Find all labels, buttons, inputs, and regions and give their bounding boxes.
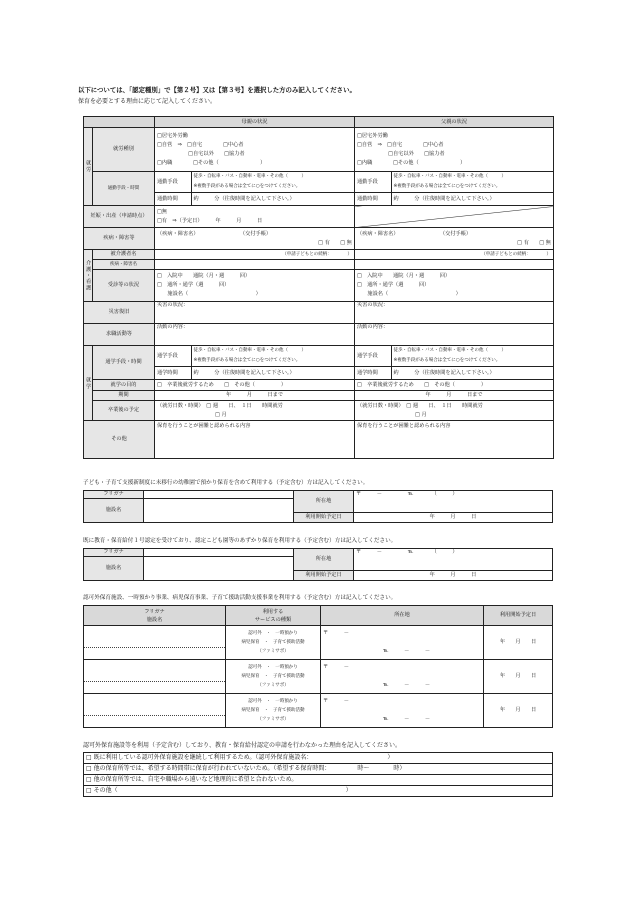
- start-field[interactable]: 年 月 日: [484, 660, 553, 694]
- father-pregnancy-na: [355, 206, 554, 228]
- unlicensed-row: [84, 694, 553, 728]
- father-school-purpose[interactable]: □ 卒業後就労するため □ その他（ ）: [355, 380, 554, 391]
- mother-commute[interactable]: [155, 172, 355, 206]
- school-time-text: 約 分（往復時間を記入して下さい。）: [193, 369, 295, 376]
- unlicensed-section-title: 認可外保育施設、一時預かり事業、病児保育事業、子育て援助活動支援事業を利用する（予定含む）方は記入してください。: [83, 595, 397, 601]
- col-facility: 施設名: [146, 616, 163, 623]
- col-service-1: 利用する: [262, 608, 284, 615]
- care-status-line: □ 通所・通学（週 回）: [357, 282, 430, 288]
- col-address: 所在地: [321, 606, 484, 626]
- address-field[interactable]: [321, 694, 484, 728]
- intro-suffix: を選択した方のみ記入してください。: [247, 86, 356, 94]
- after-text: （就労日数・時間） □ 週 日、 １日 時間就労: [157, 402, 283, 409]
- service-line: （ファミサポ）: [257, 649, 289, 654]
- pregnancy-none: □無: [157, 208, 168, 215]
- period-label: 期間: [93, 391, 155, 401]
- start-field[interactable]: 年 月 日: [354, 571, 553, 581]
- reason-item-continue[interactable]: □ 既に利用している認可外保育施設を継続して利用するため。（認可外保育施設名： ）: [84, 753, 552, 764]
- commute-note: ※複数手段がある場合は全てに○をつけてください。: [191, 182, 354, 193]
- addr-post: 〒 －: [323, 630, 349, 636]
- service-options[interactable]: [226, 626, 321, 660]
- school-purpose-label: 就学の目的: [93, 380, 155, 391]
- start-label: 利用開始予定日: [294, 513, 354, 523]
- after-text-month: □ 月: [215, 411, 227, 418]
- commute-note: ※複数手段がある場合は全てに○をつけてください。: [391, 182, 553, 193]
- father-header: 父親の状況: [355, 117, 554, 128]
- commute-means-text: 徒歩・自転車・バス・自動車・電車・その他（ ）: [393, 174, 506, 180]
- addr-tel: ℡ － －: [383, 716, 431, 722]
- intro-or: 又は: [202, 86, 216, 94]
- father-disaster[interactable]: 災害の状況：: [355, 302, 554, 324]
- col-facility-name: [84, 606, 226, 626]
- address-field[interactable]: 〒 － ℡ （ ）: [354, 549, 553, 571]
- service-options[interactable]: [226, 660, 321, 694]
- facility-name-field[interactable]: [84, 626, 226, 660]
- service-line: 認可外 ・ 一時預かり: [248, 699, 298, 704]
- mother-header: 母親の状況: [155, 117, 355, 128]
- father-school-commute[interactable]: [355, 346, 554, 380]
- address-field[interactable]: [321, 660, 484, 694]
- commute-means-text: 徒歩・自転車・バス・自動車・電車・その他（ ）: [193, 174, 306, 180]
- col-service-2: サービスの種類: [254, 616, 292, 623]
- reason-item-hours[interactable]: □ 他の保育所等では、希望する時間帯に保育が行われていないため。（希望する保育時間： 時～ 時）: [84, 764, 552, 775]
- start-field[interactable]: 年 月 日: [484, 694, 553, 728]
- service-line: 認可外 ・ 一時預かり: [248, 665, 298, 670]
- mother-after[interactable]: [155, 401, 355, 421]
- unlicensed-table: [83, 605, 553, 728]
- care-status-line: 施設名（ ）: [157, 291, 261, 297]
- school-time-text: 約 分（往復時間を記入して下さい。）: [393, 369, 495, 376]
- unlicensed-row: [84, 660, 553, 694]
- work-type-label: 就労種別: [93, 128, 155, 172]
- mother-work-type[interactable]: [155, 128, 355, 172]
- parent-status-table: [83, 116, 554, 459]
- service-line: （ファミサポ）: [257, 717, 289, 722]
- mother-school-purpose[interactable]: □ 卒業後就労するため □ その他（ ）: [155, 380, 355, 391]
- school-means-label: 通学手段: [355, 346, 391, 367]
- blank-header: [84, 117, 155, 128]
- jobseek-label: 求職活動等: [84, 324, 155, 346]
- furigana-field[interactable]: [144, 491, 294, 499]
- mother-other[interactable]: 保育を行うことが困難と認められる内容: [155, 421, 355, 459]
- care-disease-label: 疾病・障害名: [93, 260, 155, 270]
- commute-time-label: 通勤時間: [355, 193, 391, 205]
- work-line: □自宅以外 □協力者: [157, 150, 245, 157]
- school-time-label: 通学時間: [355, 367, 391, 379]
- care-status-line: □ 通所・通学（週 回）: [157, 282, 230, 288]
- after-text-month: □ 月: [415, 411, 427, 418]
- work-line: □自宅以外 □協力者: [357, 150, 445, 157]
- group-care: 介護・看護: [84, 250, 93, 302]
- school-means-text: 徒歩・自転車・バス・自動車・電車・その他（ ）: [193, 348, 306, 354]
- start-field[interactable]: 年 月 日: [484, 626, 553, 660]
- address-label: 所在地: [294, 549, 354, 571]
- pregnancy-yes: □有 ⇒（予定日） 年 月 日: [157, 217, 263, 224]
- after-text: （就労日数・時間） □ 週 日、 １日 時間就労: [357, 402, 483, 409]
- illness-check: □ 有 □ 無: [318, 239, 352, 246]
- father-illness[interactable]: [355, 228, 554, 250]
- furigana-label: フリガナ: [84, 549, 144, 557]
- illness-text: （疾病・障害名） （交付手帳）: [157, 230, 272, 237]
- start-field[interactable]: 年 月 日: [354, 513, 553, 523]
- work-line: □居宅外労働: [357, 132, 388, 139]
- commute-time-text: 約 分（往復時間を記入して下さい。）: [193, 195, 295, 202]
- commute-means-label: 通勤手段: [155, 172, 191, 193]
- mother-care-status[interactable]: [155, 270, 355, 302]
- service-line: 病児保育 ・ 子育て援助活動: [241, 640, 305, 645]
- intro-type-3: 【第３号】: [215, 86, 248, 94]
- unlicensed-row: [84, 626, 553, 660]
- intro-type-2: 【第２号】: [170, 86, 203, 94]
- type1-section-title: 既に教育・保育給付１号認定を受けており、認定こども園等のあずかり保育を利用する（予定含む）方は記入してください。: [83, 538, 397, 544]
- service-line: 病児保育 ・ 子育て援助活動: [241, 674, 305, 679]
- address-field[interactable]: [321, 626, 484, 660]
- commute-time-text: 約 分（往復時間を記入して下さい。）: [393, 195, 495, 202]
- addr-post: 〒 －: [323, 698, 349, 704]
- reason-item-distance[interactable]: □ 他の保育所等では、自宅や職場から遠いなど地理的に希望と合わないため。: [84, 775, 552, 786]
- facility-name-field[interactable]: [84, 694, 226, 728]
- facility-label: 施設名: [84, 557, 144, 581]
- father-care-status[interactable]: [355, 270, 554, 302]
- work-line: □居宅外労働: [157, 132, 188, 139]
- father-other[interactable]: 保育を行うことが困難と認められる内容: [355, 421, 554, 459]
- work-line: □内職 □その他（ ）: [157, 159, 266, 166]
- addr-tel: ℡ － －: [383, 682, 431, 688]
- father-after[interactable]: [355, 401, 554, 421]
- group-work: 就労: [84, 128, 93, 206]
- facility-label: 施設名: [84, 499, 144, 523]
- mother-disaster[interactable]: 災害の状況：: [155, 302, 355, 324]
- group-school: 就学: [84, 346, 93, 421]
- service-line: 認可外 ・ 一時預かり: [248, 631, 298, 636]
- father-care-person[interactable]: （申請子どもとの続柄： ）: [355, 250, 554, 260]
- father-work-type[interactable]: [355, 128, 554, 172]
- address-label: 所在地: [294, 491, 354, 513]
- commute-label: 通勤手段・時間: [93, 172, 155, 206]
- furigana-field[interactable]: [144, 549, 294, 557]
- care-status-line: 施設名（ ）: [357, 291, 461, 297]
- mother-care-disease[interactable]: [155, 260, 355, 270]
- care-status-line: □ 入院中 通院（月・週 回）: [357, 273, 451, 279]
- intro-line-2: 保育を必要とする理由に応じて記入してください。: [78, 98, 217, 105]
- reasons-box: [83, 752, 553, 797]
- other-label: その他: [84, 421, 155, 459]
- work-line: □自営 ⇒ □自宅 □中心者: [157, 141, 244, 148]
- mother-jobseek[interactable]: 活動の内容：: [155, 324, 355, 346]
- intro-line-1: [78, 87, 356, 95]
- col-service: [226, 606, 321, 626]
- pregnancy-label: 妊娠・出産（申請時点）: [84, 206, 155, 228]
- service-line: 病児保育 ・ 子育て援助活動: [241, 708, 305, 713]
- service-line: （ファミサポ）: [257, 683, 289, 688]
- work-line: □内職 □その他（ ）: [357, 159, 466, 166]
- disaster-label: 災害復旧: [84, 302, 155, 324]
- furigana-label: フリガナ: [84, 491, 144, 499]
- address-field[interactable]: 〒 － ℡ （ ）: [354, 491, 553, 513]
- col-start: 利用開始予定日: [484, 606, 553, 626]
- father-care-disease[interactable]: [355, 260, 554, 270]
- commute-means-label: 通勤手段: [355, 172, 391, 193]
- mother-school-commute[interactable]: [155, 346, 355, 380]
- illness-check: □ 有 □ 無: [517, 239, 551, 246]
- service-options[interactable]: [226, 694, 321, 728]
- care-status-line: □ 入院中 通院（月・週 回）: [157, 273, 251, 279]
- care-person-label: 被介護者名: [93, 250, 155, 260]
- mother-illness[interactable]: [155, 228, 355, 250]
- work-line: □自営 ⇒ □自宅 □中心者: [357, 141, 444, 148]
- col-furigana: フリガナ: [144, 608, 165, 615]
- illness-label: 疾病・障害等: [84, 228, 155, 250]
- care-status-label: 受診等の状況: [93, 270, 155, 302]
- mother-period[interactable]: 年 月 日まで: [155, 391, 355, 401]
- kindergarten-table: [83, 490, 553, 523]
- type1-table: [83, 548, 553, 581]
- facility-field[interactable]: [144, 557, 294, 581]
- reasons-title: 認可外保育施設等を利用（予定含む）しており、教育・保育給付認定の申請を行わなかった理由を記入してください。: [83, 742, 402, 749]
- father-commute[interactable]: [355, 172, 554, 206]
- commute-time-label: 通勤時間: [155, 193, 191, 205]
- start-label: 利用開始予定日: [294, 571, 354, 581]
- facility-name-field[interactable]: [84, 660, 226, 694]
- addr-post: 〒 －: [323, 664, 349, 670]
- reason-item-other[interactable]: □ その他（ ）: [86, 787, 352, 794]
- school-note: ※複数手段がある場合は全てに○をつけてください。: [391, 356, 553, 367]
- father-period[interactable]: 年 月 日まで: [355, 391, 554, 401]
- mother-pregnancy[interactable]: [155, 206, 355, 228]
- school-time-label: 通学時間: [155, 367, 191, 379]
- kindergarten-section-title: 子ども・子育て支援新制度に未移行の幼稚園で預かり保育を含めて利用する（予定含む）方は記入してください。: [83, 480, 369, 486]
- school-note: ※複数手段がある場合は全てに○をつけてください。: [191, 356, 354, 367]
- after-label: 卒業後の予定: [93, 401, 155, 421]
- intro-prefix: 以下については、「認定種別」で: [78, 86, 171, 94]
- father-jobseek[interactable]: 活動の内容：: [355, 324, 554, 346]
- school-means-label: 通学手段: [155, 346, 191, 367]
- school-means-text: 徒歩・自転車・バス・自動車・電車・その他（ ）: [393, 348, 506, 354]
- school-commute-label: 通学手段・時間: [93, 346, 155, 380]
- facility-field[interactable]: [144, 499, 294, 523]
- addr-tel: ℡ － －: [383, 648, 431, 654]
- mother-care-person[interactable]: （申請子どもとの続柄： ）: [155, 250, 355, 260]
- illness-text: （疾病・障害名） （交付手帳）: [357, 230, 472, 237]
